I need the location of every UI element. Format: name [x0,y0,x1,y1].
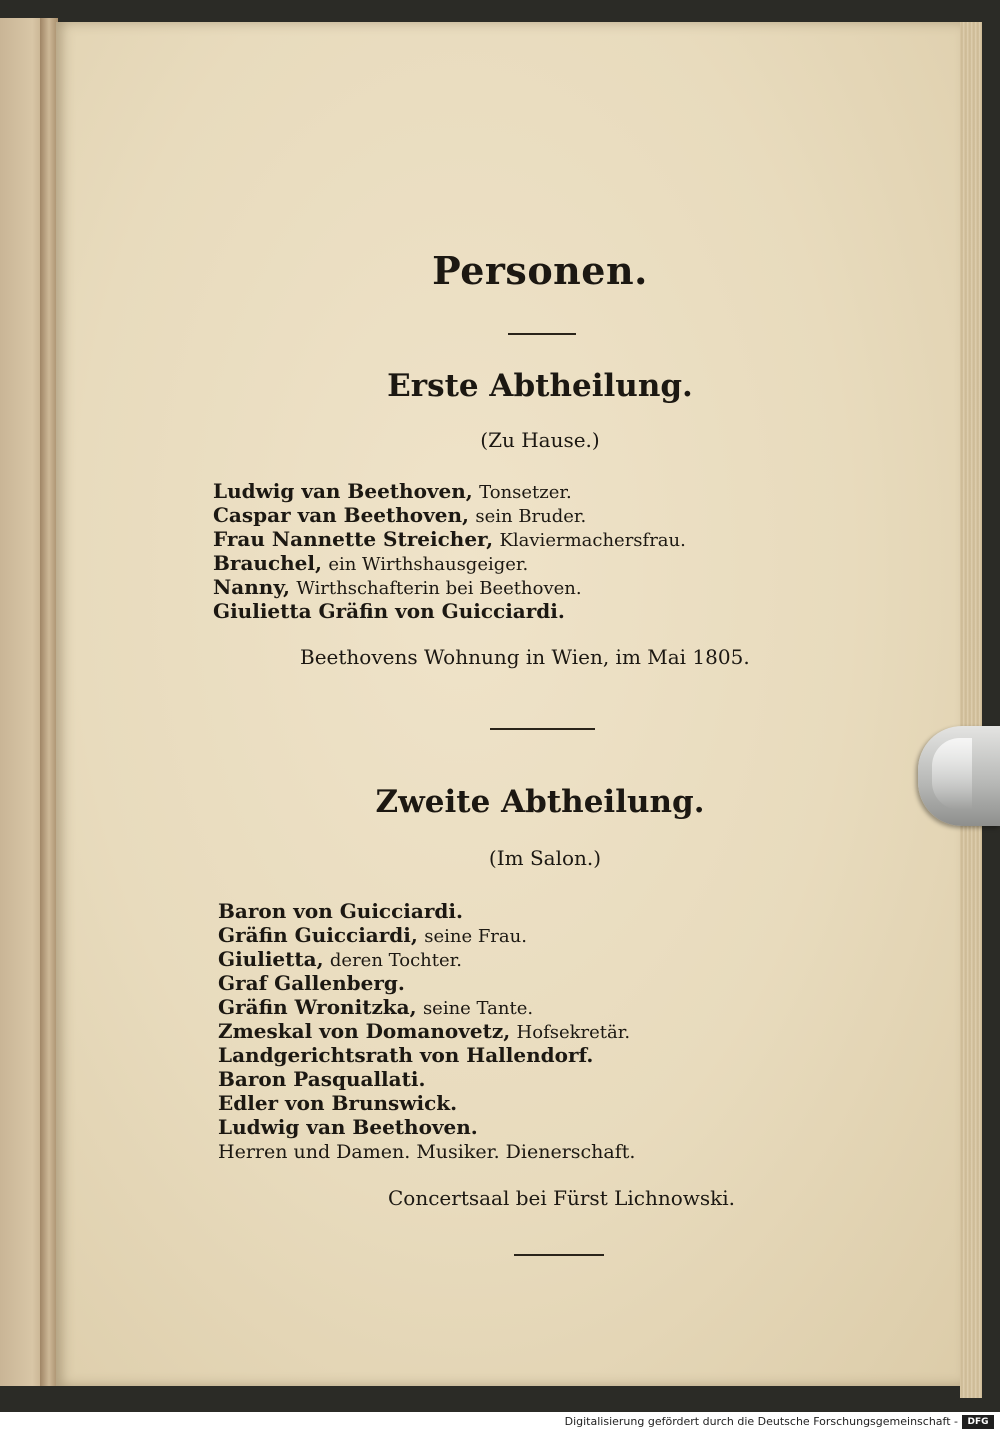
cast-entry [213,504,686,528]
cast-description: Hofsekretär. [516,1022,631,1043]
section-setting-1: (Zu Hause.) [480,428,600,452]
title-rule [508,333,576,335]
cast-description: seine Frau. [424,926,527,947]
cast-name: Landgerichtsrath von Hallendorf. [218,1043,594,1067]
page-title: Personen. [432,248,648,293]
cast-description: deren Tochter. [329,950,463,971]
section-heading-1: Erste Abtheilung. [387,368,693,404]
cast-entry [218,948,635,972]
section-rule-1 [490,728,595,730]
cast-entry [218,972,635,996]
scene-location-1: Beethovens Wohnung in Wien, im Mai 1805. [300,645,750,669]
cast-description: seine Tante. [422,998,534,1019]
cast-name: Edler von Brunswick. [218,1091,458,1115]
cast-entry [218,1020,635,1044]
cast-name: Baron von Guicciardi. [218,899,463,923]
cast-entry [213,576,686,600]
cast-name: Zmeskal von Domanovetz, [218,1019,511,1043]
cast-description: Tonsetzer. [479,482,572,503]
book-page [56,22,962,1386]
cast-entry [218,996,635,1020]
cast-entry [213,552,686,576]
digitization-footer [0,1412,1000,1433]
cast-name: Gräfin Guicciardi, [218,923,418,947]
cast-name: Ludwig van Beethoven. [218,1115,478,1139]
cast-entry [213,528,686,552]
cast-entry [218,1116,635,1140]
cast-name: Caspar van Beethoven, [213,503,469,527]
cast-description: Wirthschafterin bei Beethoven. [296,578,582,599]
cast-entry [218,1140,635,1164]
page-stack-edge [960,22,982,1398]
cast-description: sein Bruder. [475,506,587,527]
cast-name: Gräfin Wronitzka, [218,995,417,1019]
cast-description: Klaviermachersfrau. [499,530,686,551]
cast-name: Brauchel, [213,551,322,575]
cast-entry [218,924,635,948]
section-setting-2: (Im Salon.) [488,846,602,870]
cast-name: Giulietta Gräfin von Guicciardi. [213,599,565,623]
cast-entry [218,1044,635,1068]
cast-list-2 [218,900,635,1164]
cast-entry [213,600,686,624]
funding-credit: Digitalisierung gefördert durch die Deutsche Forschungsgemeinschaft - [564,1415,958,1428]
scene-location-2: Concertsaal bei Fürst Lichnowski. [388,1186,736,1210]
cast-entry [218,900,635,924]
cast-name: Giulietta, [218,947,324,971]
cast-description: Herren und Damen. Musiker. Dienerschaft. [218,1141,636,1163]
cast-name: Nanny, [213,575,290,599]
cast-name: Frau Nannette Streicher, [213,527,494,551]
cast-entry [218,1092,635,1116]
cast-entry [213,480,686,504]
cast-list-1 [213,480,686,624]
cast-entry [218,1068,635,1092]
section-rule-2 [514,1254,604,1256]
section-heading-2: Zweite Abtheilung. [375,784,705,820]
cast-name: Graf Gallenberg. [218,971,405,995]
cast-name: Baron Pasquallati. [218,1067,426,1091]
cast-name: Ludwig van Beethoven, [213,479,473,503]
dfg-logo: DFG [962,1415,994,1429]
cast-description: ein Wirthshausgeiger. [328,554,529,575]
